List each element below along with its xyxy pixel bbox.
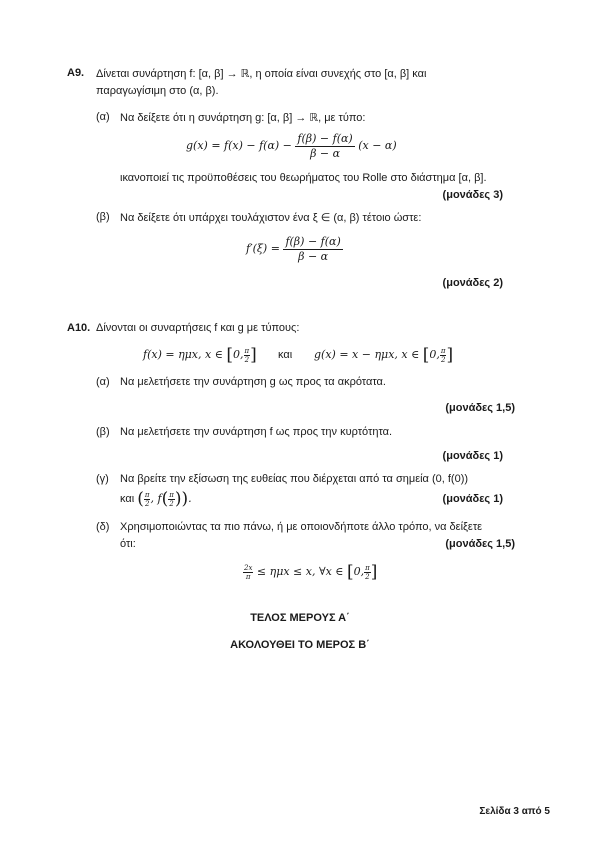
formula-right: (x − α) — [358, 139, 397, 152]
a9-part-b-marker: (β) — [96, 211, 110, 223]
next-part-title: ΑΚΟΛΟΥΘΕΙ ΤΟ ΜΕΡΟΣ Β΄ — [230, 639, 370, 651]
question-a10-label: A10. — [67, 322, 91, 334]
pi-over-two — [364, 564, 371, 581]
pi: π — [169, 490, 174, 499]
interval-start: 0, — [233, 348, 244, 361]
end-of-part-title: ΤΕΛΟΣ ΜΕΡΟΥΣ Α΄ — [250, 612, 350, 624]
a10-part-c-points: (μονάδες 1) — [442, 493, 503, 505]
fraction-numerator: f(β) − f(α) — [297, 131, 353, 145]
a9-part-a-text-2: ικανοποιεί τις προϋποθέσεις του θεωρήματος του Rolle στο διάστημα [α, β]. — [120, 172, 487, 184]
a10-part-a-points: (μονάδες 1,5) — [445, 402, 515, 414]
f-definition: f(x) = ημx, x ∈ — [143, 348, 223, 361]
a10-part-a-text: Να μελετήσετε την συνάρτηση g ως προς τα ακρότατα. — [120, 376, 386, 388]
comma-f: , f — [150, 492, 162, 505]
a9-part-b-points: (μονάδες 2) — [442, 277, 503, 289]
a9-mvt-formula — [246, 234, 343, 264]
g-definition: g(x) = x − ημx, x ∈ — [314, 348, 420, 361]
formula-left: g(x) = f(x) − f(α) − — [186, 139, 292, 152]
two: 2 — [440, 355, 446, 364]
a10-and-word: και — [278, 349, 293, 361]
a10-part-c-text: Να βρείτε την εξίσωση της ευθείας που διέρχεται από τα σημεία (0, f(0)) — [120, 473, 469, 485]
a9-part-b-text: Να δείξετε ότι υπάρχει τουλάχιστον ένα ξ ∈ (α, β) τέτοιο ώστε: — [120, 212, 422, 224]
a9-part-a-marker: (α) — [96, 111, 110, 123]
pi: π — [144, 490, 150, 499]
a10-part-b-points: (μονάδες 1) — [442, 450, 503, 462]
fraction-denominator: β − α — [310, 146, 341, 160]
a10-part-a-marker: (α) — [96, 376, 110, 388]
two: 2 — [365, 572, 370, 581]
formula-fraction — [283, 235, 342, 264]
fraction-numerator: f(β) − f(α) — [285, 234, 341, 248]
page-number: Σελίδα 3 από 5 — [479, 806, 550, 817]
interval-start: 0, — [429, 348, 440, 361]
a10-part-d-points: (μονάδες 1,5) — [445, 538, 515, 550]
a10-part-b-marker: (β) — [96, 426, 110, 438]
pi: π — [440, 346, 446, 355]
two: 2 — [244, 355, 250, 364]
a10-part-c-point: και ( $\frac{\pi}{2}$ , f( $\frac{\pi}{2}$ )). — [120, 489, 192, 509]
two: 2 — [144, 499, 150, 508]
pi: π — [365, 563, 370, 572]
a10-part-d-text: Χρησιμοποιώντας τα πιο πάνω, ή με οποιονδήποτε άλλο τρόπο, να δείξετε — [120, 521, 483, 533]
inequality-middle: ≤ ημx ≤ x, ∀x ∈ — [256, 565, 344, 578]
two-x-over-pi — [243, 564, 253, 581]
formula-fraction — [295, 132, 354, 161]
numerator: 2x — [244, 563, 253, 572]
pi: π — [244, 346, 250, 355]
pi-over-two — [168, 491, 175, 508]
question-a9-intro-2: παραγωγίσιμη στο (α, β). — [96, 85, 219, 97]
interval-start: 0, — [353, 565, 365, 578]
a10-part-d-marker: (δ) — [96, 521, 110, 533]
a9-part-a-text: Να δείξετε ότι η συνάρτηση g: [α, β] → ℝ, με τύπο: — [120, 112, 366, 124]
a9-rolle-formula — [186, 131, 397, 161]
and-word: και — [120, 493, 135, 505]
a9-part-a-points: (μονάδες 3) — [442, 189, 503, 201]
question-a10-intro: Δίνονται οι συναρτήσεις f και g με τύπους: — [96, 322, 300, 334]
a10-part-c-marker: (γ) — [96, 473, 109, 485]
formula-left: f′(ξ) = — [246, 242, 280, 255]
two: 2 — [169, 499, 174, 508]
question-a9-intro: Δίνεται συνάρτηση f: [α, β] → ℝ, η οποία είναι συνεχής στο [α, β] και — [96, 68, 427, 80]
a10-function-f-definition: f(x) = ημx, x ∈ [0, $\frac{\pi}{2}$ ] — [143, 345, 257, 365]
question-a9-label: A9. — [67, 67, 85, 79]
a10-function-g-definition: g(x) = x − ημx, x ∈ [0, $\frac{\pi}{2}$ ] — [314, 345, 454, 365]
denominator: π — [245, 572, 251, 581]
a10-inequality: $\frac{2x}{\pi}$ ≤ ημx ≤ x, ∀x ∈ [0, $\frac{\pi}{2}$ ] — [244, 562, 378, 582]
a10-part-d-text-2: ότι: — [120, 538, 136, 550]
a10-part-b-text: Να μελετήσετε την συνάρτηση f ως προς την κυρτότητα. — [120, 426, 393, 438]
fraction-denominator: β − α — [298, 249, 329, 263]
